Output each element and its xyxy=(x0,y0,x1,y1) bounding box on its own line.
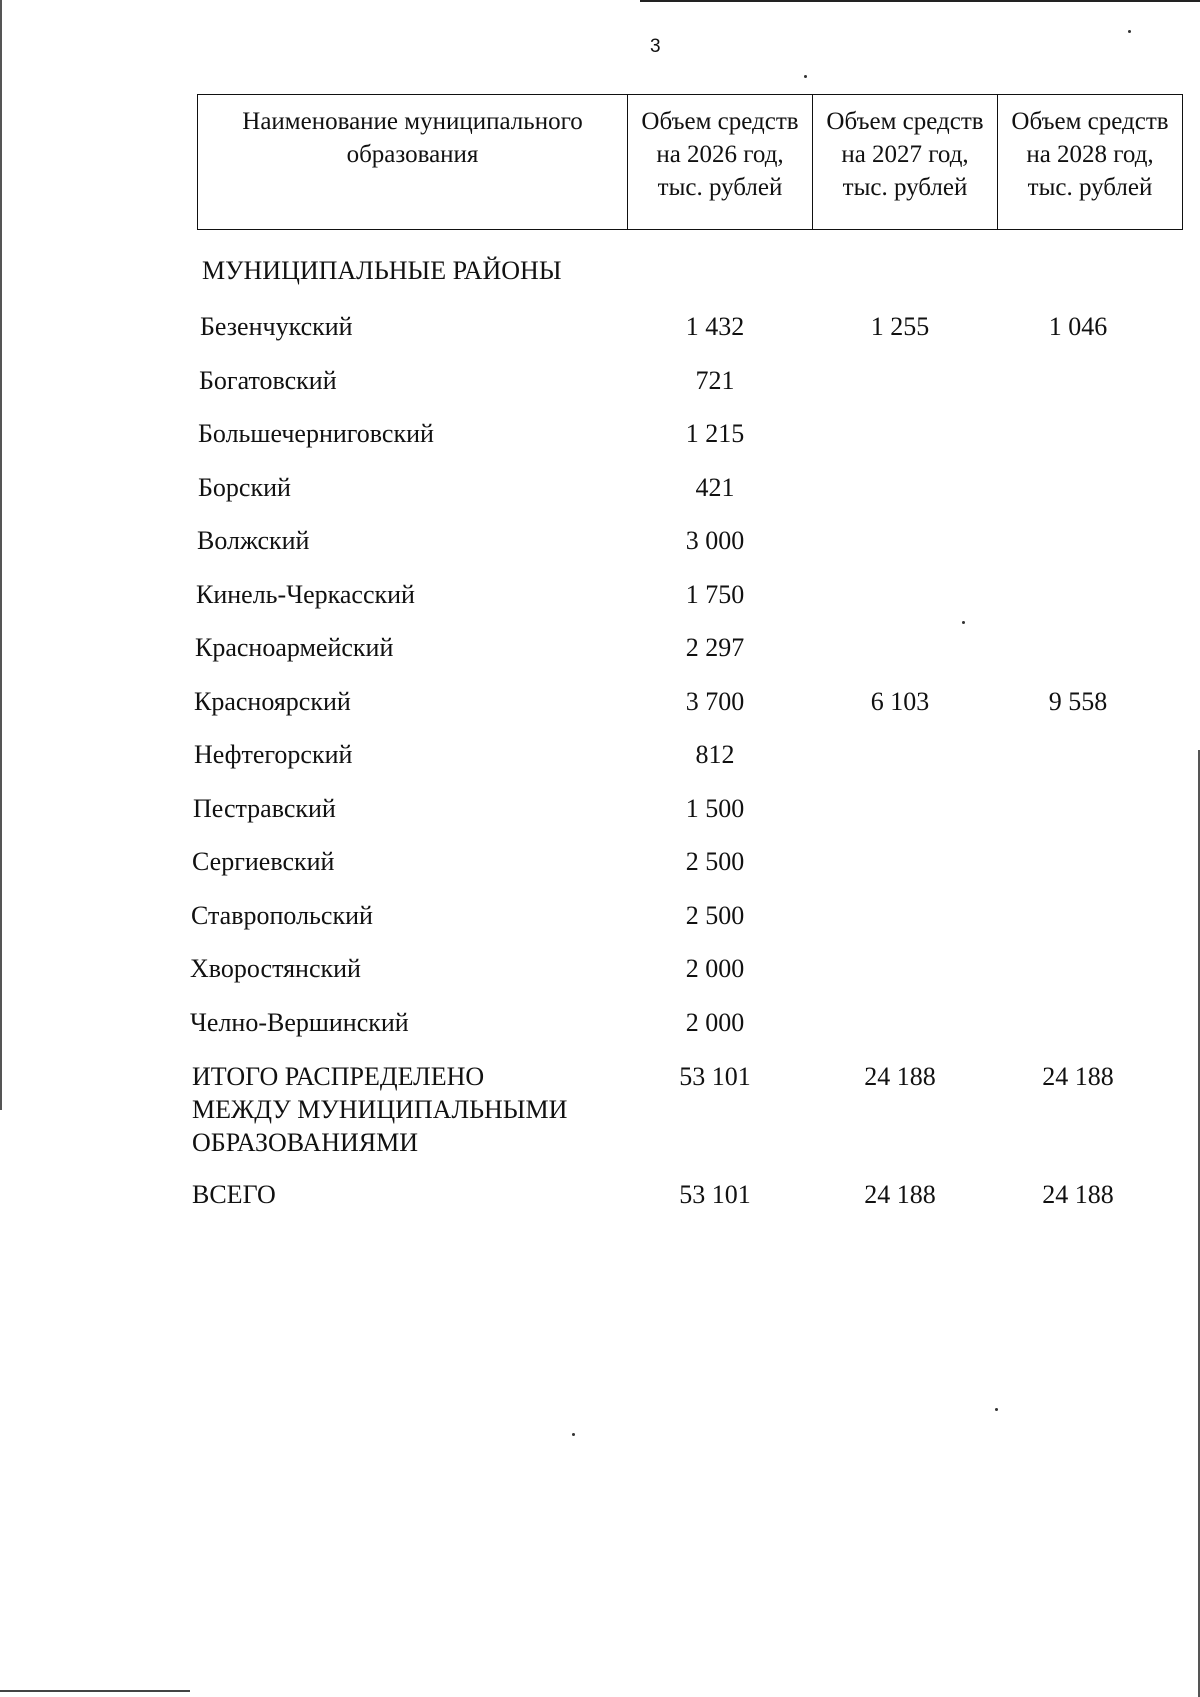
row-amount-2028: 9 558 xyxy=(1048,687,1108,716)
row-municipality-name: Волжский xyxy=(197,526,310,555)
row-municipality-name: Ставропольский xyxy=(191,901,373,930)
row-amount-2026: 2 000 xyxy=(685,954,745,983)
row-municipality-name: Красноармейский xyxy=(195,633,394,662)
total-distributed-label-line: МЕЖДУ МУНИЦИПАЛЬНЫМИ xyxy=(192,1095,568,1124)
grand-total-2027: 24 188 xyxy=(864,1180,936,1209)
scan-border-left xyxy=(0,0,2,1110)
row-municipality-name: Нефтегорский xyxy=(194,740,353,769)
header-amount-2026: Объем средств на 2026 год, тыс. рублей xyxy=(628,95,813,230)
row-amount-2026: 1 215 xyxy=(685,419,745,448)
row-municipality-name: Сергиевский xyxy=(192,847,335,876)
row-amount-2027: 1 255 xyxy=(870,312,930,341)
row-municipality-name: Борский xyxy=(198,473,291,502)
row-municipality-name: Безенчукский xyxy=(200,312,353,341)
row-amount-2027: 6 103 xyxy=(870,687,930,716)
header-municipality-name: Наименование муниципального образования xyxy=(198,95,628,230)
row-amount-2026: 3 700 xyxy=(685,687,745,716)
row-amount-2026: 2 500 xyxy=(685,847,745,876)
row-municipality-name: Пестравский xyxy=(193,794,336,823)
row-municipality-name: Челно-Вершинский xyxy=(190,1008,409,1037)
total-distributed-2028: 24 188 xyxy=(1042,1062,1114,1091)
row-municipality-name: Богатовский xyxy=(199,366,337,395)
row-amount-2026: 3 000 xyxy=(685,526,745,555)
scan-speck xyxy=(804,75,807,78)
total-distributed-2026: 53 101 xyxy=(679,1062,751,1091)
scan-speck xyxy=(572,1433,575,1436)
row-amount-2026: 812 xyxy=(695,740,735,769)
scan-speck xyxy=(995,1408,998,1411)
header-amount-2027: Объем средств на 2027 год, тыс. рублей xyxy=(813,95,998,230)
row-amount-2026: 1 750 xyxy=(685,580,745,609)
row-amount-2026: 2 297 xyxy=(685,633,745,662)
row-municipality-name: Кинель-Черкасский xyxy=(196,580,415,609)
total-distributed-label-line: ИТОГО РАСПРЕДЕЛЕНО xyxy=(192,1062,485,1091)
row-municipality-name: Хворостянский xyxy=(190,954,361,983)
header-amount-2028: Объем средств на 2028 год, тыс. рублей xyxy=(998,95,1183,230)
scan-speck xyxy=(1128,30,1131,33)
grand-total-label: ВСЕГО xyxy=(192,1180,276,1209)
row-amount-2026: 1 500 xyxy=(685,794,745,823)
row-amount-2026: 421 xyxy=(695,473,735,502)
section-title: МУНИЦИПАЛЬНЫЕ РАЙОНЫ xyxy=(202,256,562,285)
page-number: 3 xyxy=(650,36,661,57)
scan-border-bottom xyxy=(0,1690,190,1692)
scan-speck xyxy=(962,621,965,624)
grand-total-2026: 53 101 xyxy=(679,1180,751,1209)
table-header xyxy=(197,94,1183,230)
row-amount-2026: 2 500 xyxy=(685,901,745,930)
row-amount-2026: 2 000 xyxy=(685,1008,745,1037)
row-amount-2026: 721 xyxy=(695,366,735,395)
grand-total-2028: 24 188 xyxy=(1042,1180,1114,1209)
row-municipality-name: Большечерниговский xyxy=(198,419,434,448)
total-distributed-label-line: ОБРАЗОВАНИЯМИ xyxy=(192,1128,419,1157)
row-municipality-name: Красноярский xyxy=(194,687,351,716)
total-distributed-label xyxy=(192,1060,567,1159)
scan-border-top xyxy=(640,0,1200,2)
row-amount-2028: 1 046 xyxy=(1048,312,1108,341)
row-amount-2026: 1 432 xyxy=(685,312,745,341)
total-distributed-2027: 24 188 xyxy=(864,1062,936,1091)
